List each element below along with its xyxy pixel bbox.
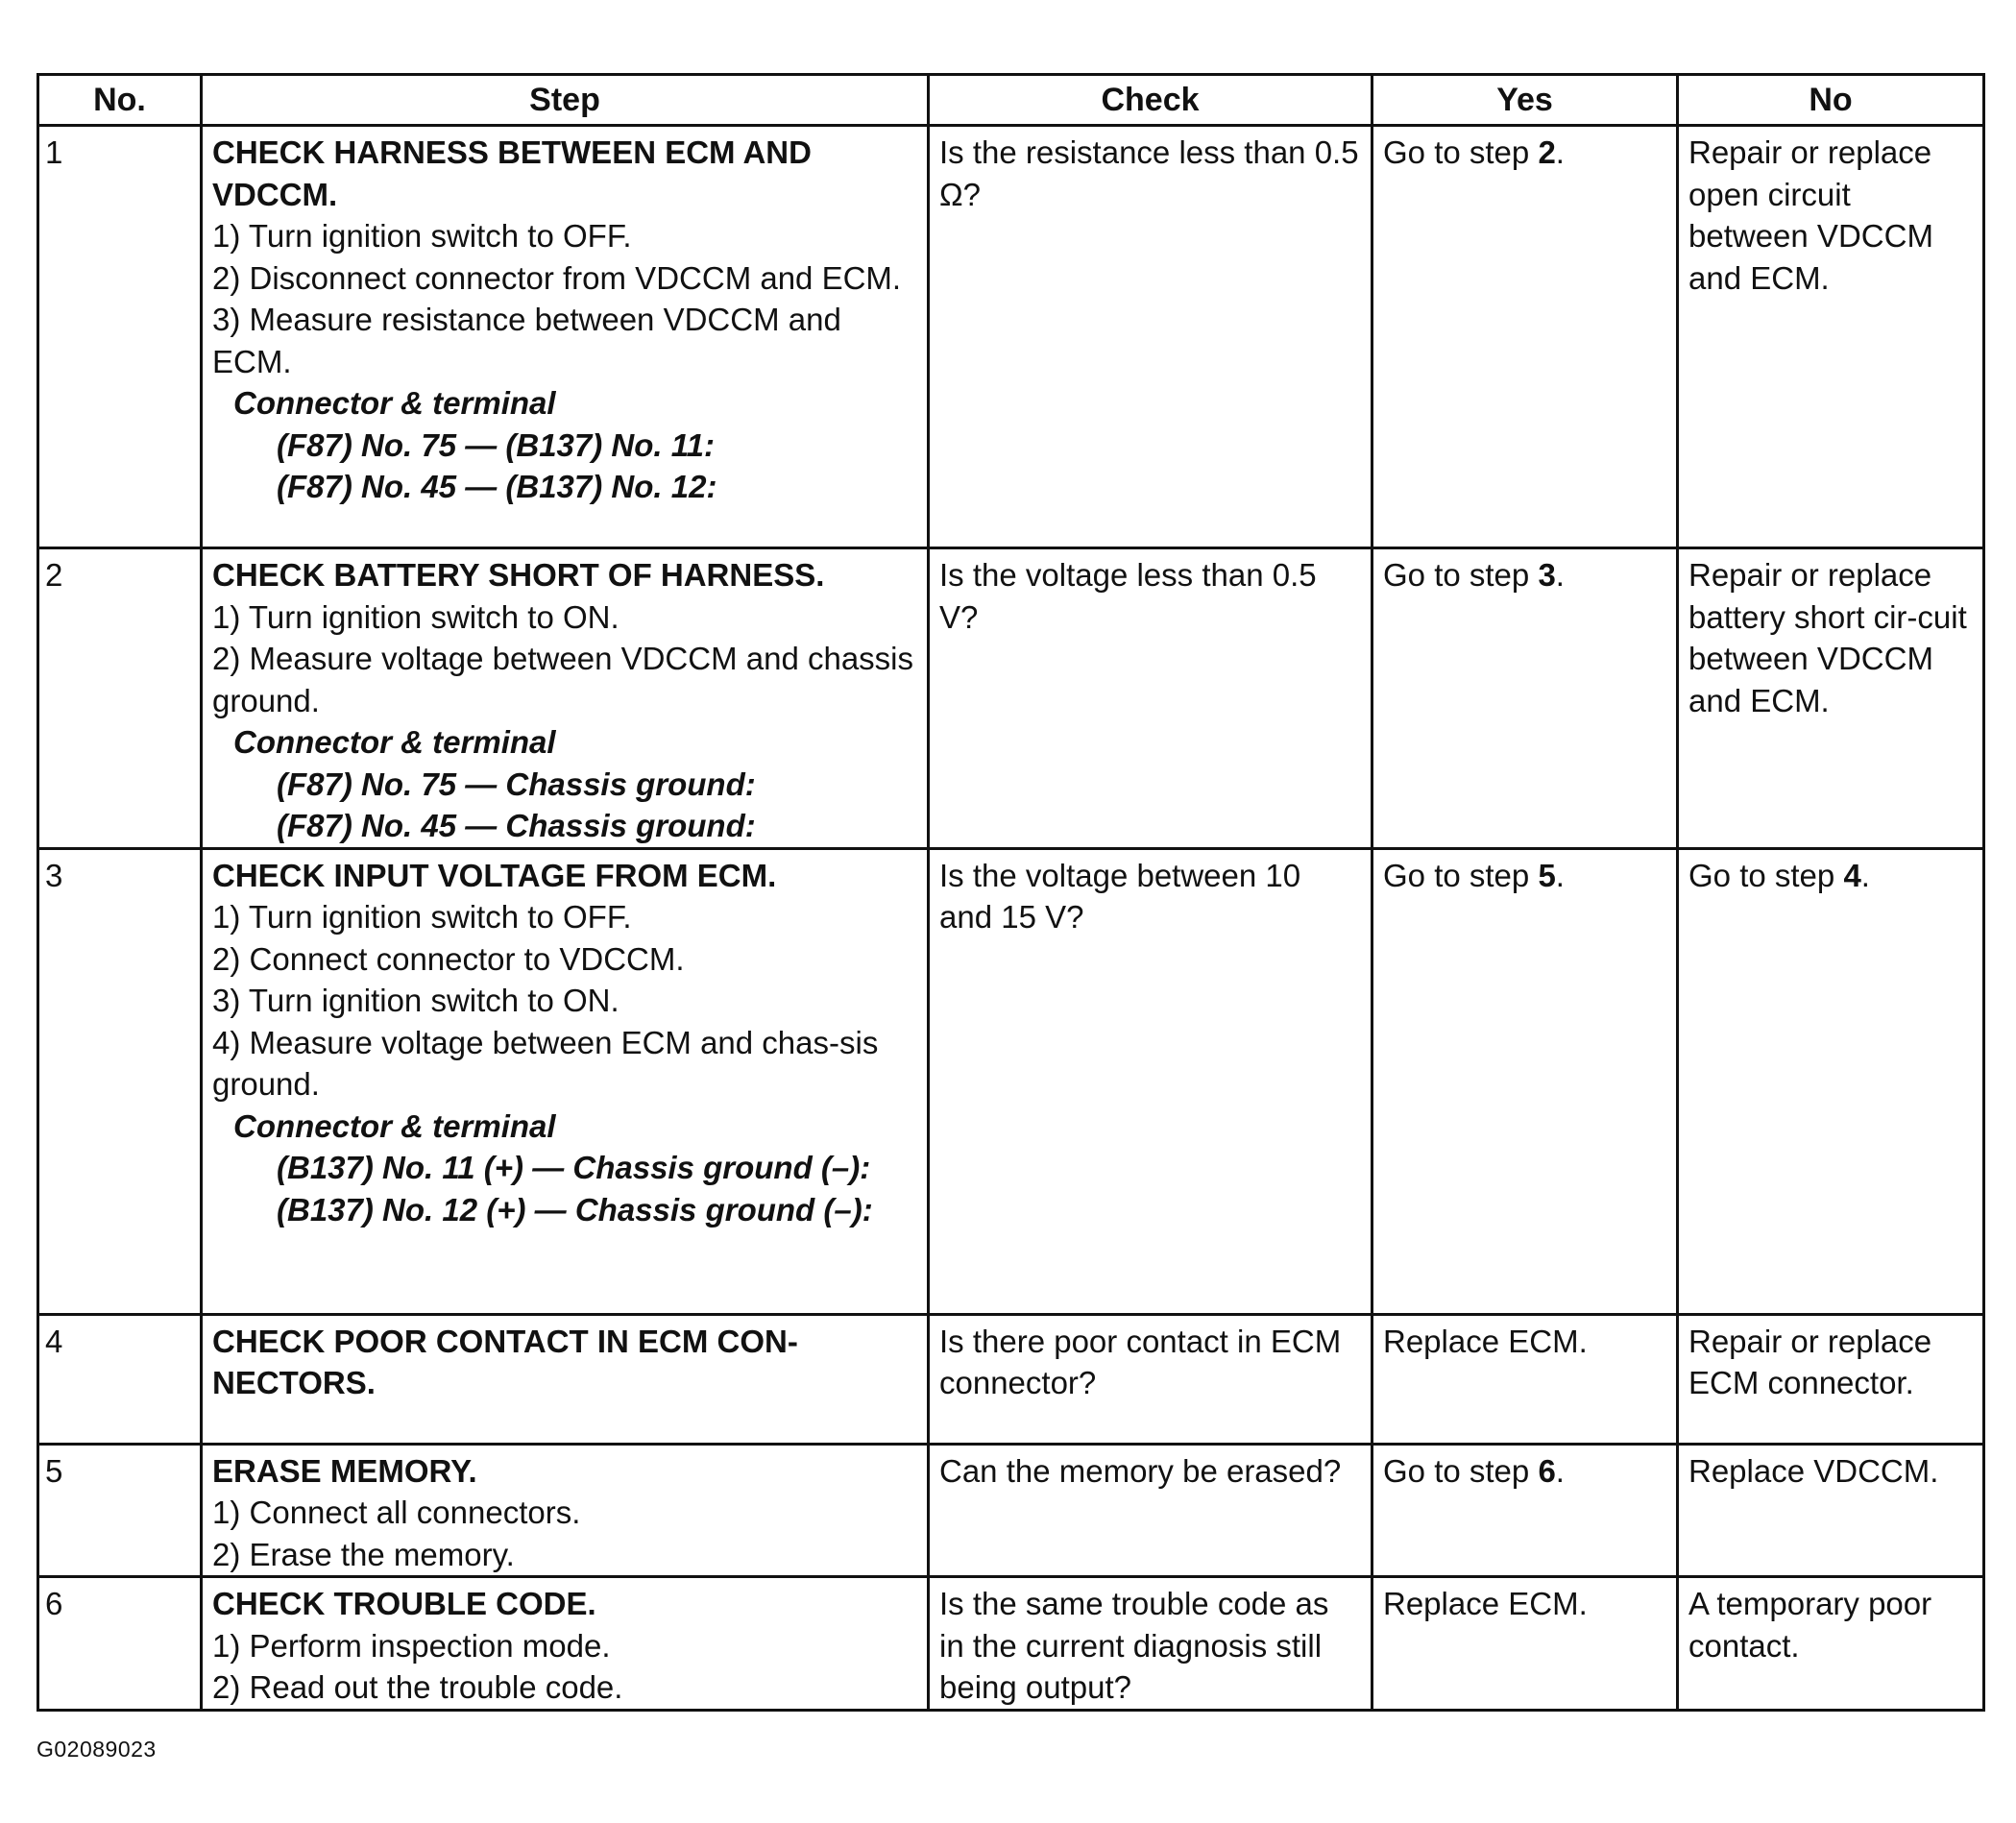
check-cell: Is the resistance less than 0.5 Ω? <box>929 126 1372 548</box>
terminal-pair: (B137) No. 12 (+) — Chassis ground (–): <box>277 1191 873 1227</box>
table-row <box>38 1577 1984 1711</box>
no-step-number: 4 <box>1843 857 1861 893</box>
step-number: 4 <box>38 1314 202 1444</box>
yes-action: Go to step <box>1383 134 1539 170</box>
yes-step-number: 6 <box>1538 1452 1556 1489</box>
check-cell: Is the voltage between 10 and 15 V? <box>929 848 1372 1314</box>
header-no-result: No <box>1678 75 1984 126</box>
yes-cell <box>1372 1314 1678 1444</box>
terminal-pair: (F87) No. 75 — Chassis ground: <box>277 766 756 802</box>
connector-label: Connector & terminal <box>233 385 556 421</box>
yes-step-number: 2 <box>1538 134 1556 170</box>
step-instruction: 2) Erase the memory. <box>212 1536 515 1572</box>
step-cell <box>202 1577 929 1711</box>
step-instruction: 2) Disconnect connector from VDCCM and ECM. <box>212 259 902 296</box>
no-cell <box>1678 548 1984 849</box>
step-title: CHECK HARNESS BETWEEN ECM AND VDCCM. <box>212 134 812 212</box>
table-row <box>38 126 1984 548</box>
step-instruction: 1) Turn ignition switch to OFF. <box>212 899 632 935</box>
step-number: 6 <box>38 1577 202 1711</box>
step-title: CHECK POOR CONTACT IN ECM CON-NECTORS. <box>212 1323 798 1400</box>
step-title: CHECK INPUT VOLTAGE FROM ECM. <box>212 857 777 893</box>
yes-cell <box>1372 1577 1678 1711</box>
terminal-pair: (B137) No. 11 (+) — Chassis ground (–): <box>277 1150 871 1185</box>
terminal-pair: (F87) No. 45 — (B137) No. 12: <box>277 469 717 504</box>
figure-code: G02089023 <box>36 1737 157 1762</box>
header-check: Check <box>929 75 1372 126</box>
step-instruction: 3) Measure resistance between VDCCM and ECM. <box>212 302 841 379</box>
yes-action: Go to step <box>1383 1452 1539 1489</box>
check-cell: Is there poor contact in ECM connector? <box>929 1314 1372 1444</box>
no-action: Repair or replace ECM connector. <box>1688 1323 1932 1400</box>
diagnostic-table <box>36 73 1985 1712</box>
step-cell <box>202 1314 929 1444</box>
step-cell <box>202 126 929 548</box>
table-row <box>38 548 1984 849</box>
step-title: CHECK BATTERY SHORT OF HARNESS. <box>212 557 825 593</box>
connector-label: Connector & terminal <box>233 724 556 760</box>
step-instruction: 1) Turn ignition switch to OFF. <box>212 218 632 254</box>
no-action: Repair or replace battery short cir-cuit between VDCCM and ECM. <box>1688 557 1967 718</box>
step-cell <box>202 548 929 849</box>
yes-action: Go to step <box>1383 857 1539 893</box>
connector-label: Connector & terminal <box>233 1107 556 1144</box>
no-action: A temporary poor contact. <box>1688 1586 1932 1664</box>
table-row <box>38 1444 1984 1577</box>
table-row <box>38 1314 1984 1444</box>
no-action: Replace VDCCM. <box>1688 1452 1939 1489</box>
no-action: Repair or replace open circuit between VDCCM and ECM. <box>1688 134 1933 296</box>
step-number: 2 <box>38 548 202 849</box>
step-title: CHECK TROUBLE CODE. <box>212 1586 596 1621</box>
yes-cell: Go to step 5. <box>1372 848 1678 1314</box>
step-instruction: 1) Turn ignition switch to ON. <box>212 598 619 635</box>
no-cell <box>1678 1577 1984 1711</box>
header-step: Step <box>202 75 929 126</box>
header-no: No. <box>38 75 202 126</box>
yes-cell: Go to step 3. <box>1372 548 1678 849</box>
no-cell <box>1678 1444 1984 1577</box>
step-title: ERASE MEMORY. <box>212 1452 477 1489</box>
step-instruction: 1) Perform inspection mode. <box>212 1627 611 1664</box>
step-instruction: 2) Connect connector to VDCCM. <box>212 940 685 977</box>
step-instruction: 3) Turn ignition switch to ON. <box>212 983 619 1018</box>
yes-action: Replace ECM. <box>1383 1586 1588 1621</box>
check-cell: Is the same trouble code as in the current diagnosis still being output? <box>929 1577 1372 1711</box>
step-instruction: 2) Read out the trouble code. <box>212 1669 623 1705</box>
step-instruction: 2) Measure voltage between VDCCM and chassis ground. <box>212 641 914 718</box>
check-cell: Can the memory be erased? <box>929 1444 1372 1577</box>
terminal-pair: (F87) No. 75 — (B137) No. 11: <box>277 426 715 463</box>
yes-cell: Go to step 2. <box>1372 126 1678 548</box>
header-yes: Yes <box>1372 75 1678 126</box>
yes-action: Go to step <box>1383 557 1539 593</box>
terminal-pair: (F87) No. 45 — Chassis ground: <box>277 808 756 843</box>
step-instruction: 1) Connect all connectors. <box>212 1495 581 1530</box>
step-cell <box>202 1444 929 1577</box>
diagnostic-table-container <box>36 73 1982 1712</box>
no-cell <box>1678 126 1984 548</box>
yes-step-number: 3 <box>1538 557 1556 593</box>
no-cell <box>1678 1314 1984 1444</box>
step-instruction: 4) Measure voltage between ECM and chas-sis ground. <box>212 1024 879 1102</box>
table-header-row <box>38 75 1984 126</box>
no-cell: Go to step 4. <box>1678 848 1984 1314</box>
step-number: 3 <box>38 848 202 1314</box>
yes-cell: Go to step 6. <box>1372 1444 1678 1577</box>
no-action: Go to step <box>1688 857 1844 893</box>
yes-step-number: 5 <box>1538 857 1556 893</box>
table-row <box>38 848 1984 1314</box>
step-number: 5 <box>38 1444 202 1577</box>
yes-action: Replace ECM. <box>1383 1323 1588 1359</box>
step-number: 1 <box>38 126 202 548</box>
step-cell <box>202 848 929 1314</box>
check-cell: Is the voltage less than 0.5 V? <box>929 548 1372 849</box>
